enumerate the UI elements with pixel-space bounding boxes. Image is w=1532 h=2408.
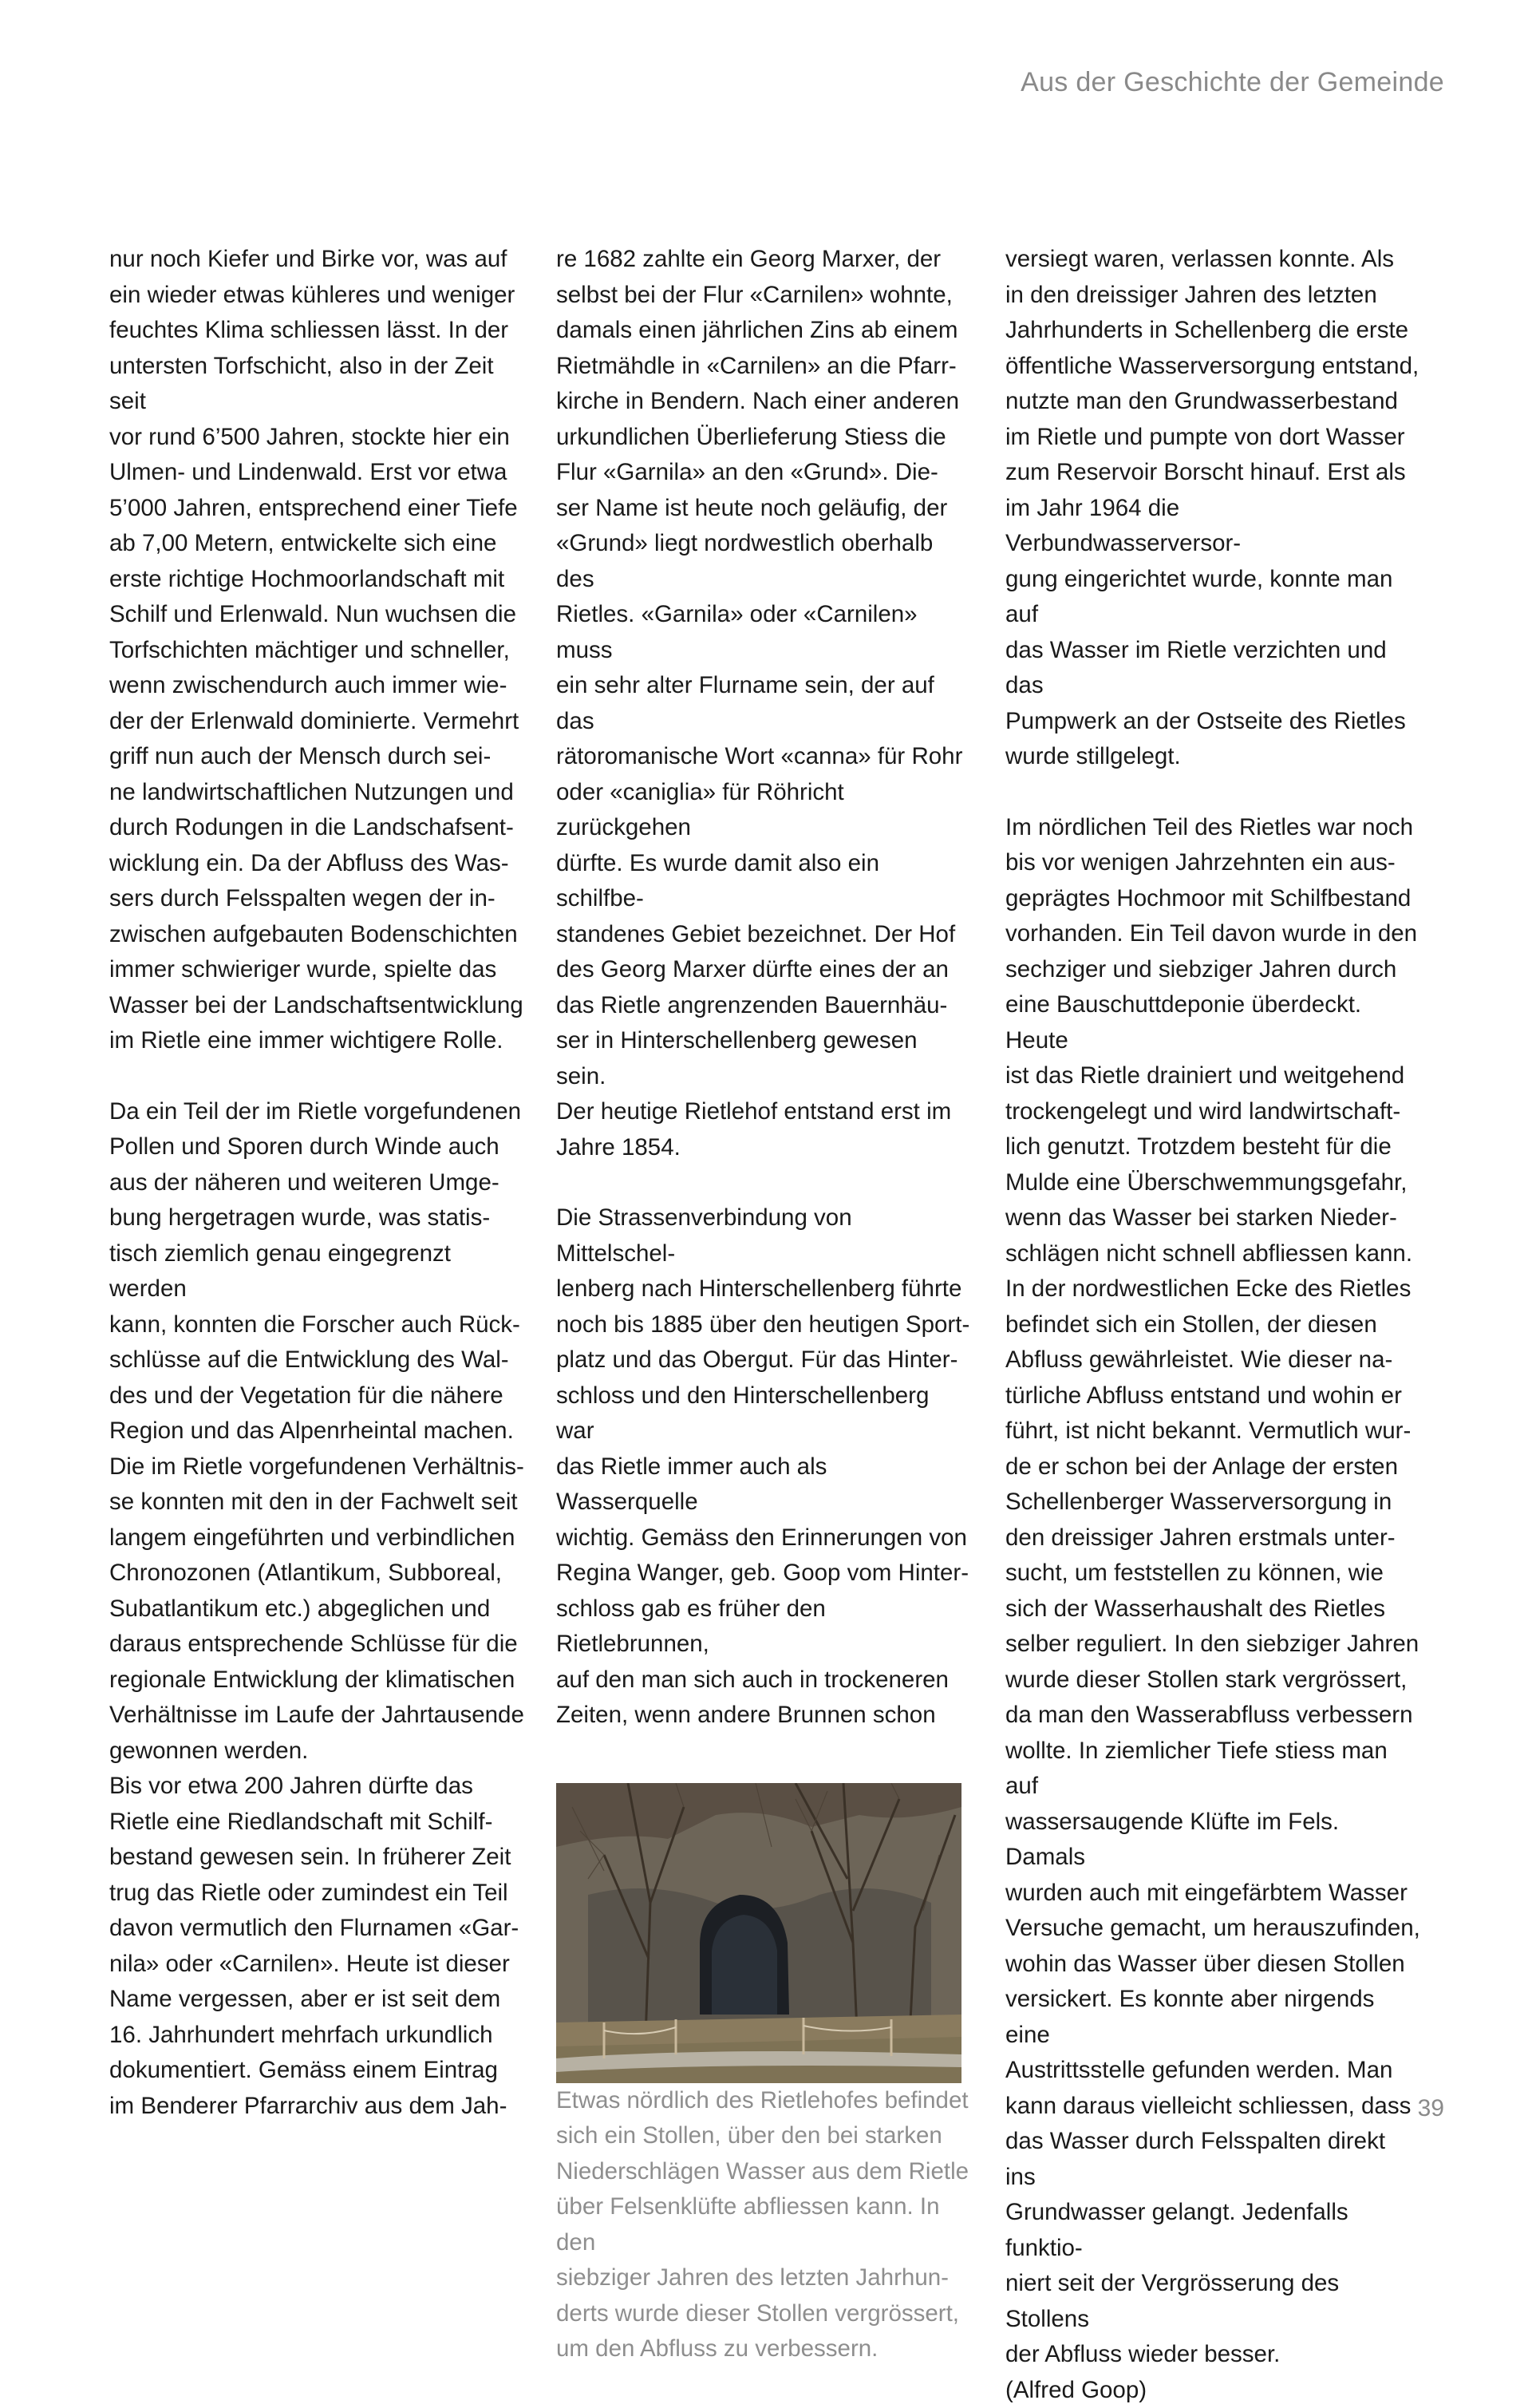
text-line: erste richtige Hochmoorlandschaft mit <box>109 566 504 592</box>
text-line: vor rund 6’500 Jahren, stockte hier ein <box>109 424 510 450</box>
text-line: versickert. Es konnte aber nirgends eine <box>1005 1986 1374 2048</box>
text-line: Da ein Teil der im Rietle vorgefundenen <box>109 1098 521 1125</box>
text-line: Subatlantikum etc.) abgeglichen und <box>109 1595 490 1622</box>
text-line: versiegt waren, verlassen konnte. Als <box>1005 246 1394 272</box>
text-line: nur noch Kiefer und Birke vor, was auf <box>109 246 507 272</box>
paragraph <box>556 242 971 1165</box>
text-line: ne landwirtschaftlichen Nutzungen und <box>109 779 514 805</box>
text-line: griff nun auch der Mensch durch sei- <box>109 743 491 769</box>
text-line: kann, konnten die Forscher auch Rück- <box>109 1311 520 1338</box>
text-line: auf den man sich auch in trockeneren <box>556 1667 949 1693</box>
text-line: schlägen nicht schnell abfliessen kann. <box>1005 1240 1412 1267</box>
text-line: ein sehr alter Flurname sein, der auf das <box>556 672 934 734</box>
text-line: des und der Vegetation für die nähere <box>109 1382 503 1409</box>
text-line: damals einen jährlichen Zins ab einem <box>556 317 958 343</box>
text-line: in den dreissiger Jahren des letzten <box>1005 282 1377 308</box>
caption-line: sich ein Stollen, über den bei starken <box>556 2122 942 2149</box>
text-column-1 <box>109 242 524 2124</box>
caption-line: Etwas nördlich des Rietlehofes befindet <box>556 2087 969 2113</box>
page-number: 39 <box>1418 2095 1444 2122</box>
paragraph <box>109 242 524 1059</box>
text-line: Versuche gemacht, um herauszufinden, <box>1005 1915 1420 1941</box>
text-line: nila» oder «Carnilen». Heute ist dieser <box>109 1951 510 1977</box>
photo-caption <box>556 2083 971 2367</box>
text-line: 5’000 Jahren, entsprechend einer Tiefe <box>109 495 518 521</box>
text-line: bestand gewesen sein. In früherer Zeit <box>109 1844 511 1870</box>
text-line: der der Erlenwald dominierte. Vermehrt <box>109 708 519 734</box>
text-line: im Rietle eine immer wichtigere Rolle. <box>109 1027 503 1054</box>
text-line: se konnten mit den in der Fachwelt seit <box>109 1489 518 1515</box>
text-line: nutzte man den Grundwasserbestand <box>1005 388 1398 414</box>
text-line: niert seit der Vergrösserung des Stollens <box>1005 2270 1339 2332</box>
text-line: de er schon bei der Anlage der ersten <box>1005 1453 1398 1480</box>
text-line: wollte. In ziemlicher Tiefe stiess man auf <box>1005 1738 1388 1800</box>
text-line: davon vermutlich den Flurnamen «Gar- <box>109 1915 519 1941</box>
text-line: Ulmen- und Lindenwald. Erst vor etwa <box>109 459 507 485</box>
text-line: wicklung ein. Da der Abfluss des Was- <box>109 850 509 876</box>
text-line: ser Name ist heute noch geläufig, der <box>556 495 947 521</box>
text-line: da man den Wasserabfluss verbessern <box>1005 1702 1413 1728</box>
text-line: urkundlichen Überlieferung Stiess die <box>556 424 946 450</box>
text-line: Grundwasser gelangt. Jedenfalls funktio- <box>1005 2199 1348 2261</box>
text-line: Mulde eine Überschwemmungsgefahr, <box>1005 1169 1407 1196</box>
text-line: kann daraus vielleicht schliessen, dass <box>1005 2093 1411 2119</box>
caption-line: Niederschlägen Wasser aus dem Rietle <box>556 2158 969 2185</box>
text-line: In der nordwestlichen Ecke des Rietles <box>1005 1275 1411 1302</box>
text-line: Torfschichten mächtiger und schneller, <box>109 637 510 663</box>
text-line: Der heutige Rietlehof entstand erst im <box>556 1098 951 1125</box>
text-column-3 <box>1005 242 1420 2408</box>
text-line: öffentliche Wasserversorgung entstand, <box>1005 353 1419 379</box>
text-line: Wasser bei der Landschaftsentwicklung <box>109 992 523 1018</box>
text-line: bung hergetragen wurde, was statis- <box>109 1204 490 1231</box>
text-line: wenn zwischendurch auch immer wie- <box>109 672 507 698</box>
text-line: sucht, um feststellen zu können, wie <box>1005 1560 1384 1586</box>
text-line: wenn das Wasser bei starken Nieder- <box>1005 1204 1397 1231</box>
text-line: Flur «Garnila» an den «Grund». Die- <box>556 459 938 485</box>
text-line: wurde dieser Stollen stark vergrössert, <box>1005 1667 1407 1693</box>
text-line: standenes Gebiet bezeichnet. Der Hof <box>556 921 955 947</box>
text-line: eine Bauschuttdeponie überdeckt. Heute <box>1005 991 1361 1054</box>
text-line: befindet sich ein Stollen, der diesen <box>1005 1311 1377 1338</box>
text-line: Abfluss gewährleistet. Wie dieser na- <box>1005 1346 1392 1373</box>
text-line: rätoromanische Wort «canna» für Rohr <box>556 743 962 769</box>
text-line: führt, ist nicht bekannt. Vermutlich wur- <box>1005 1418 1411 1444</box>
text-line: dokumentiert. Gemäss einem Eintrag <box>109 2057 498 2083</box>
paragraph <box>1005 242 1420 775</box>
text-line: trug das Rietle oder zumindest ein Teil <box>109 1880 508 1906</box>
text-line: wurden auch mit eingefärbtem Wasser <box>1005 1880 1408 1906</box>
text-line: Im nördlichen Teil des Rietles war noch <box>1005 814 1413 840</box>
text-line: zum Reservoir Borscht hinauf. Erst als <box>1005 459 1406 485</box>
text-line: der Abfluss wieder besser. <box>1005 2341 1280 2367</box>
caption-line: über Felsenklüfte abfliessen kann. In den <box>556 2193 939 2256</box>
text-line: Rietles. «Garnila» oder «Carnilen» muss <box>556 601 918 663</box>
text-line: kirche in Bendern. Nach einer anderen <box>556 388 959 414</box>
text-line: sers durch Felsspalten wegen der in- <box>109 885 496 911</box>
paragraph <box>556 1200 971 1734</box>
text-line: untersten Torfschicht, also in der Zeit seit <box>109 353 494 415</box>
text-line: Pollen und Sporen durch Winde auch <box>109 1133 499 1160</box>
paragraph <box>109 1769 524 2124</box>
text-line: Jahrhunderts in Schellenberg die erste <box>1005 317 1408 343</box>
text-line: schloss gab es früher den Rietlebrunnen, <box>556 1595 826 1658</box>
text-line: feuchtes Klima schliessen lässt. In der <box>109 317 508 343</box>
text-line: bis vor wenigen Jahrzehnten ein aus- <box>1005 849 1396 876</box>
text-line: Rietle eine Riedlandschaft mit Schilf- <box>109 1809 492 1835</box>
text-line: Regina Wanger, geb. Goop vom Hinter- <box>556 1560 969 1586</box>
text-line: ab 7,00 Metern, entwickelte sich eine <box>109 530 496 556</box>
text-line: gung eingerichtet wurde, konnte man auf <box>1005 566 1392 628</box>
caption-line: um den Abfluss zu verbessern. <box>556 2335 878 2362</box>
text-line: schlüsse auf die Entwicklung des Wal- <box>109 1346 509 1373</box>
text-line: immer schwieriger wurde, spielte das <box>109 956 496 983</box>
text-line: durch Rodungen in die Landschafsent- <box>109 814 514 840</box>
tunnel-photo <box>556 1783 961 2083</box>
text-line: Die Strassenverbindung von Mittelschel- <box>556 1204 852 1267</box>
text-line: ist das Rietle drainiert und weitgehend <box>1005 1062 1404 1089</box>
text-line: noch bis 1885 über den heutigen Sport- <box>556 1311 969 1338</box>
text-line: wassersaugende Klüfte im Fels. Damals <box>1005 1809 1339 1871</box>
text-line: platz und das Obergut. Für das Hinter- <box>556 1346 958 1373</box>
text-line: selbst bei der Flur «Carnilen» wohnte, <box>556 282 953 308</box>
caption-line: derts wurde dieser Stollen vergrössert, <box>556 2300 959 2327</box>
text-line: das Wasser durch Felsspalten direkt ins <box>1005 2128 1385 2190</box>
text-line: langem eingeführten und verbindlichen <box>109 1524 515 1551</box>
text-line: daraus entsprechende Schlüsse für die <box>109 1631 518 1657</box>
text-line: Bis vor etwa 200 Jahren dürfte das <box>109 1773 473 1799</box>
text-line: zwischen aufgebauten Bodenschichten <box>109 921 518 947</box>
text-line: schloss und den Hinterschellenberg war <box>556 1382 929 1445</box>
text-column-2 <box>556 242 971 2367</box>
running-header: Aus der Geschichte der Gemeinde <box>1021 67 1444 98</box>
text-line: ein wieder etwas kühleres und weniger <box>109 282 515 308</box>
text-line: vorhanden. Ein Teil davon wurde in den <box>1005 920 1417 947</box>
text-line: Verhältnisse im Laufe der Jahrtausende <box>109 1702 524 1728</box>
text-line: lenberg nach Hinterschellenberg führte <box>556 1275 961 1302</box>
text-line: lich genutzt. Trotzdem besteht für die <box>1005 1133 1392 1160</box>
text-line: ser in Hinterschellenberg gewesen sein. <box>556 1027 918 1089</box>
text-line: aus der näheren und weiteren Umge- <box>109 1169 499 1196</box>
text-line: «Grund» liegt nordwestlich oberhalb des <box>556 530 933 592</box>
text-line: das Rietle immer auch als Wasserquelle <box>556 1453 827 1516</box>
text-line: den dreissiger Jahren erstmals unter- <box>1005 1524 1396 1551</box>
text-line: trockengelegt und wird landwirtschaft- <box>1005 1098 1400 1125</box>
text-line: Pumpwerk an der Ostseite des Rietles <box>1005 708 1406 734</box>
text-line: re 1682 zahlte ein Georg Marxer, der <box>556 246 941 272</box>
text-line: im Benderer Pfarrarchiv aus dem Jah- <box>109 2093 507 2119</box>
text-line: gewonnen werden. <box>109 1738 308 1764</box>
text-line: Name vergessen, aber er ist seit dem <box>109 1986 500 2012</box>
text-line: wohin das Wasser über diesen Stollen <box>1005 1951 1405 1977</box>
text-line: das Rietle angrenzenden Bauernhäu- <box>556 992 947 1018</box>
text-line: wurde stillgelegt. <box>1005 743 1181 769</box>
text-line: oder «caniglia» für Röhricht zurückgehen <box>556 779 844 841</box>
text-line: tisch ziemlich genau eingegrenzt werden <box>109 1240 451 1303</box>
text-line: Schilf und Erlenwald. Nun wuchsen die <box>109 601 516 627</box>
text-line: dürfte. Es wurde damit also ein schilfbe- <box>556 850 879 912</box>
text-line: Schellenberger Wasserversorgung in <box>1005 1489 1392 1515</box>
text-line: Zeiten, wenn andere Brunnen schon <box>556 1702 936 1728</box>
text-line: türliche Abfluss entstand und wohin er <box>1005 1382 1402 1409</box>
text-line: Chronozonen (Atlantikum, Subboreal, <box>109 1560 502 1586</box>
text-line: selber reguliert. In den siebziger Jahren <box>1005 1631 1419 1657</box>
text-line: geprägtes Hochmoor mit Schilfbestand <box>1005 885 1411 911</box>
text-line: des Georg Marxer dürfte eines der an <box>556 956 949 983</box>
caption-line: siebziger Jahren des letzten Jahrhun- <box>556 2264 949 2291</box>
text-line: Austrittsstelle gefunden werden. Man <box>1005 2057 1392 2083</box>
text-line: 16. Jahrhundert mehrfach urkundlich <box>109 2022 492 2048</box>
text-line: Region und das Alpenrheintal machen. <box>109 1418 514 1444</box>
text-line: Rietmähdle in «Carnilen» an die Pfarr- <box>556 353 957 379</box>
text-line: sechziger und siebziger Jahren durch <box>1005 956 1396 983</box>
text-line: sich der Wasserhaushalt des Rietles <box>1005 1595 1385 1622</box>
author-credit: (Alfred Goop) <box>1005 2377 1147 2403</box>
paragraph <box>109 1094 524 1769</box>
text-line: Jahre 1854. <box>556 1134 681 1161</box>
text-line: im Jahr 1964 die Verbundwasserversor- <box>1005 495 1241 557</box>
text-line: wichtig. Gemäss den Erinnerungen von <box>556 1524 967 1551</box>
paragraph <box>1005 810 1420 2408</box>
text-line: Die im Rietle vorgefundenen Verhältnis- <box>109 1453 524 1480</box>
text-line: regionale Entwicklung der klimatischen <box>109 1667 515 1693</box>
text-line: das Wasser im Rietle verzichten und das <box>1005 637 1387 699</box>
text-line: im Rietle und pumpte von dort Wasser <box>1005 424 1405 450</box>
